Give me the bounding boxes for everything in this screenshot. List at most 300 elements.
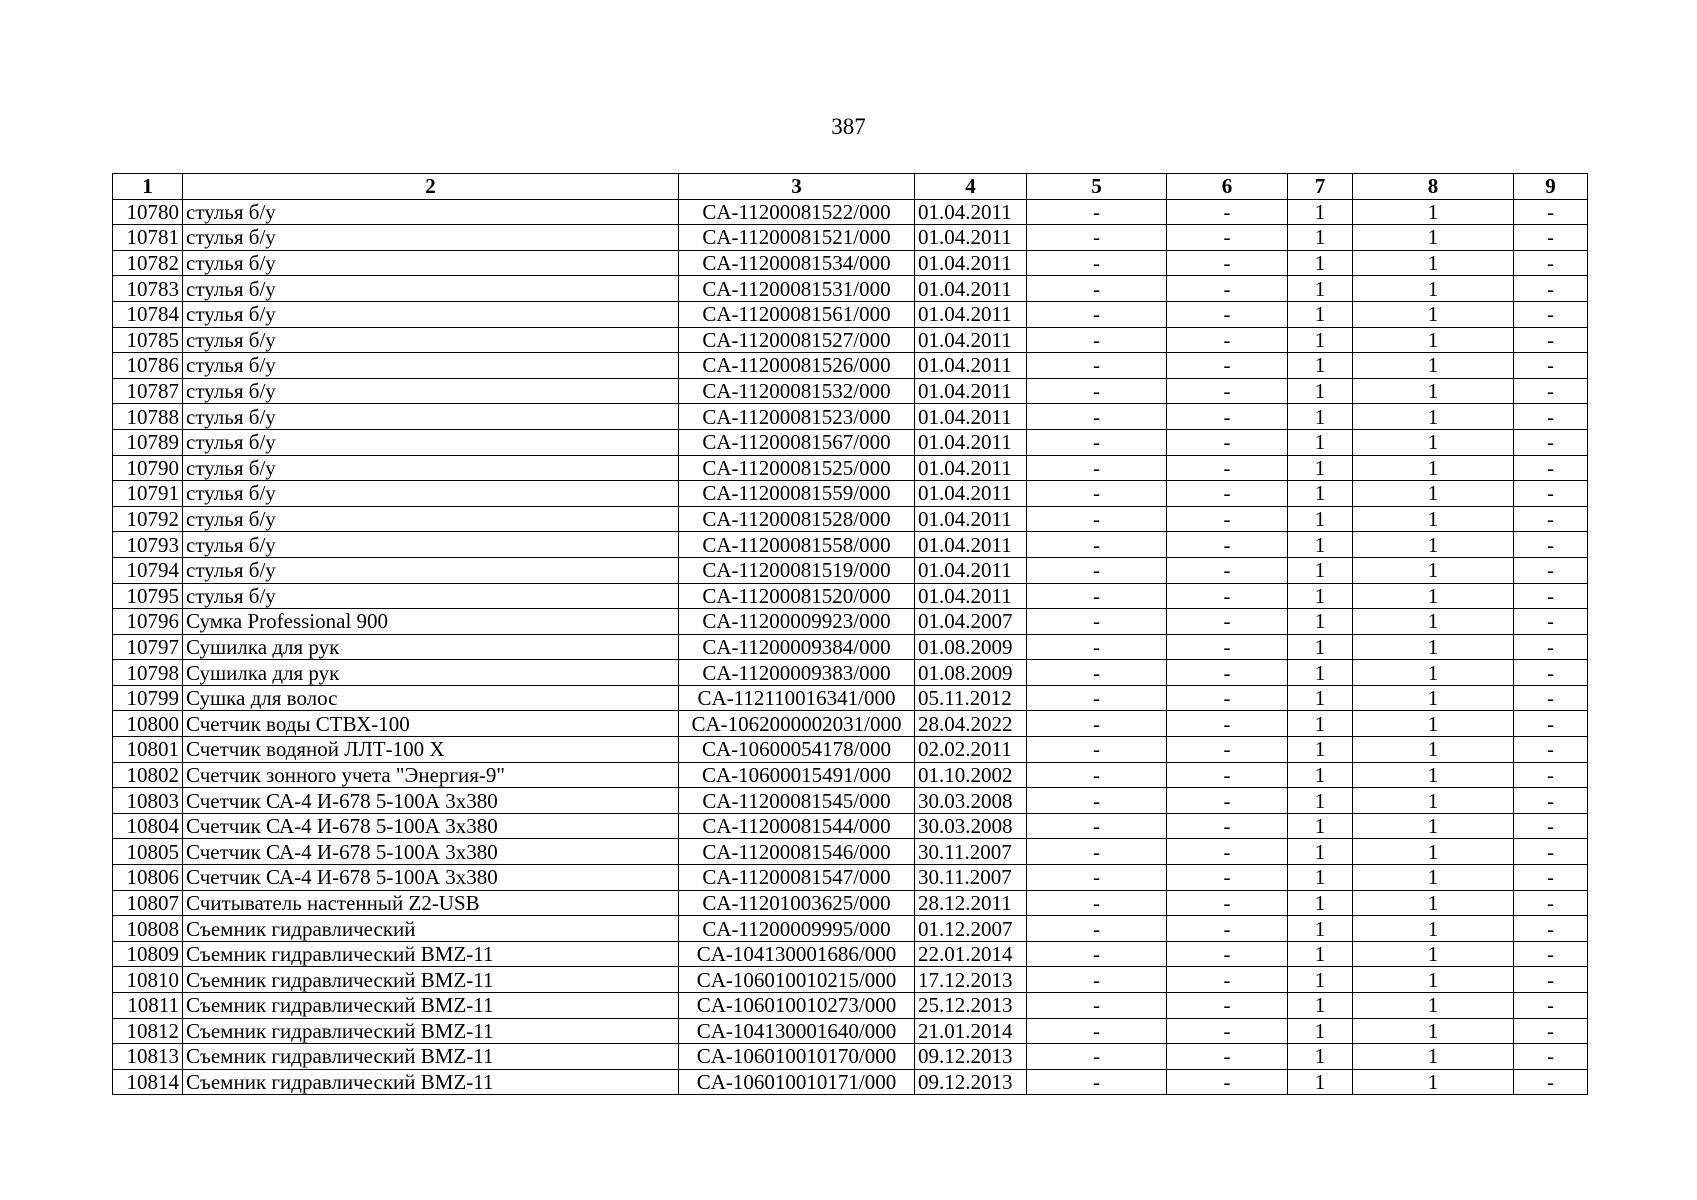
- table-row: [113, 762, 1588, 788]
- column-8-cell: 1: [1353, 327, 1514, 353]
- column-6-cell: -: [1167, 353, 1288, 379]
- column-5-cell: -: [1027, 583, 1167, 609]
- inventory-code-cell: CA-11200081559/000: [679, 481, 915, 507]
- column-8-cell: 1: [1353, 788, 1514, 814]
- column-6-cell: -: [1167, 225, 1288, 251]
- column-9-cell: -: [1514, 276, 1588, 302]
- item-name-cell: стулья б/у: [183, 225, 679, 251]
- date-cell: 01.04.2011: [915, 301, 1027, 327]
- column-9-cell: -: [1514, 890, 1588, 916]
- column-7-cell: 1: [1288, 353, 1353, 379]
- table-header: [113, 174, 1588, 200]
- column-8-cell: 1: [1353, 455, 1514, 481]
- column-6-cell: -: [1167, 788, 1288, 814]
- date-cell: 30.03.2008: [915, 788, 1027, 814]
- page-number: 387: [831, 114, 866, 139]
- column-8-cell: 1: [1353, 685, 1514, 711]
- column-5-cell: -: [1027, 839, 1167, 865]
- table-row: [113, 993, 1588, 1019]
- row-number-cell: 10797: [113, 634, 183, 660]
- item-name-cell: Съемник гидравлический: [183, 916, 679, 942]
- column-9-cell: -: [1514, 916, 1588, 942]
- column-9-cell: -: [1514, 839, 1588, 865]
- row-number-cell: 10801: [113, 737, 183, 763]
- column-9-cell: -: [1514, 1044, 1588, 1070]
- column-7-cell: 1: [1288, 378, 1353, 404]
- item-name-cell: Счетчик СА-4 И-678 5-100А 3х380: [183, 865, 679, 891]
- column-header-7: 7: [1288, 174, 1353, 200]
- column-9-cell: -: [1514, 532, 1588, 558]
- item-name-cell: стулья б/у: [183, 557, 679, 583]
- column-8-cell: 1: [1353, 199, 1514, 225]
- column-6-cell: -: [1167, 685, 1288, 711]
- column-9-cell: -: [1514, 481, 1588, 507]
- table-row: [113, 890, 1588, 916]
- date-cell: 01.04.2011: [915, 378, 1027, 404]
- column-6-cell: -: [1167, 1044, 1288, 1070]
- row-number-cell: 10783: [113, 276, 183, 302]
- column-6-cell: -: [1167, 660, 1288, 686]
- inventory-code-cell: CA-11200081534/000: [679, 250, 915, 276]
- column-5-cell: -: [1027, 199, 1167, 225]
- column-9-cell: -: [1514, 737, 1588, 763]
- row-number-cell: 10803: [113, 788, 183, 814]
- column-8-cell: 1: [1353, 276, 1514, 302]
- inventory-code-cell: CA-112110016341/000: [679, 685, 915, 711]
- column-5-cell: -: [1027, 890, 1167, 916]
- table-row: [113, 225, 1588, 251]
- column-header-2: 2: [183, 174, 679, 200]
- item-name-cell: стулья б/у: [183, 327, 679, 353]
- column-7-cell: 1: [1288, 609, 1353, 635]
- column-8-cell: 1: [1353, 301, 1514, 327]
- inventory-code-cell: CA-10600054178/000: [679, 737, 915, 763]
- column-6-cell: -: [1167, 557, 1288, 583]
- table-row: [113, 1069, 1588, 1095]
- row-number-cell: 10795: [113, 583, 183, 609]
- column-5-cell: -: [1027, 1044, 1167, 1070]
- column-header-5: 5: [1027, 174, 1167, 200]
- inventory-code-cell: CA-11200081544/000: [679, 813, 915, 839]
- column-7-cell: 1: [1288, 788, 1353, 814]
- row-number-cell: 10800: [113, 711, 183, 737]
- table-row: [113, 685, 1588, 711]
- date-cell: 25.12.2013: [915, 993, 1027, 1019]
- column-header-1: 1: [113, 174, 183, 200]
- inventory-code-cell: CA-106010010273/000: [679, 993, 915, 1019]
- column-7-cell: 1: [1288, 532, 1353, 558]
- table-row: [113, 455, 1588, 481]
- table-row: [113, 737, 1588, 763]
- item-name-cell: Съемник гидравлический BMZ-11: [183, 1044, 679, 1070]
- column-6-cell: -: [1167, 532, 1288, 558]
- column-7-cell: 1: [1288, 762, 1353, 788]
- column-header-9: 9: [1514, 174, 1588, 200]
- column-9-cell: -: [1514, 967, 1588, 993]
- column-7-cell: 1: [1288, 916, 1353, 942]
- table-body: [113, 199, 1588, 1095]
- item-name-cell: стулья б/у: [183, 455, 679, 481]
- date-cell: 09.12.2013: [915, 1069, 1027, 1095]
- date-cell: 01.12.2007: [915, 916, 1027, 942]
- table-row: [113, 404, 1588, 430]
- column-7-cell: 1: [1288, 327, 1353, 353]
- table-row: [113, 711, 1588, 737]
- table-row: [113, 1018, 1588, 1044]
- column-8-cell: 1: [1353, 762, 1514, 788]
- column-7-cell: 1: [1288, 890, 1353, 916]
- column-5-cell: -: [1027, 225, 1167, 251]
- column-9-cell: -: [1514, 865, 1588, 891]
- date-cell: 01.04.2011: [915, 276, 1027, 302]
- table-row: [113, 301, 1588, 327]
- item-name-cell: Съемник гидравлический BMZ-11: [183, 967, 679, 993]
- inventory-code-cell: CA-11200081526/000: [679, 353, 915, 379]
- inventory-code-cell: CA-11200081547/000: [679, 865, 915, 891]
- row-number-cell: 10790: [113, 455, 183, 481]
- column-8-cell: 1: [1353, 967, 1514, 993]
- column-9-cell: -: [1514, 250, 1588, 276]
- column-8-cell: 1: [1353, 481, 1514, 507]
- row-number-cell: 10791: [113, 481, 183, 507]
- table-row: [113, 1044, 1588, 1070]
- column-8-cell: 1: [1353, 813, 1514, 839]
- row-number-cell: 10810: [113, 967, 183, 993]
- column-5-cell: -: [1027, 506, 1167, 532]
- date-cell: 21.01.2014: [915, 1018, 1027, 1044]
- column-7-cell: 1: [1288, 404, 1353, 430]
- row-number-cell: 10792: [113, 506, 183, 532]
- column-6-cell: -: [1167, 276, 1288, 302]
- date-cell: 01.08.2009: [915, 634, 1027, 660]
- column-9-cell: -: [1514, 225, 1588, 251]
- item-name-cell: стулья б/у: [183, 276, 679, 302]
- column-8-cell: 1: [1353, 429, 1514, 455]
- table-row: [113, 532, 1588, 558]
- date-cell: 30.11.2007: [915, 839, 1027, 865]
- item-name-cell: стулья б/у: [183, 199, 679, 225]
- column-9-cell: -: [1514, 506, 1588, 532]
- table-row: [113, 788, 1588, 814]
- column-5-cell: -: [1027, 634, 1167, 660]
- column-8-cell: 1: [1353, 250, 1514, 276]
- column-7-cell: 1: [1288, 557, 1353, 583]
- item-name-cell: Съемник гидравлический BMZ-11: [183, 1018, 679, 1044]
- row-number-cell: 10813: [113, 1044, 183, 1070]
- row-number-cell: 10806: [113, 865, 183, 891]
- date-cell: 01.04.2011: [915, 532, 1027, 558]
- inventory-code-cell: CA-11200009384/000: [679, 634, 915, 660]
- item-name-cell: стулья б/у: [183, 506, 679, 532]
- column-8-cell: 1: [1353, 839, 1514, 865]
- row-number-cell: 10799: [113, 685, 183, 711]
- row-number-cell: 10796: [113, 609, 183, 635]
- date-cell: 28.04.2022: [915, 711, 1027, 737]
- column-8-cell: 1: [1353, 583, 1514, 609]
- row-number-cell: 10780: [113, 199, 183, 225]
- inventory-code-cell: CA-11200081519/000: [679, 557, 915, 583]
- item-name-cell: стулья б/у: [183, 353, 679, 379]
- column-5-cell: -: [1027, 685, 1167, 711]
- column-8-cell: 1: [1353, 890, 1514, 916]
- column-5-cell: -: [1027, 737, 1167, 763]
- table-row: [113, 557, 1588, 583]
- date-cell: 01.04.2011: [915, 429, 1027, 455]
- column-8-cell: 1: [1353, 1018, 1514, 1044]
- item-name-cell: Счетчик зонного учета "Энергия-9": [183, 762, 679, 788]
- column-header-4: 4: [915, 174, 1027, 200]
- inventory-code-cell: CA-106010010215/000: [679, 967, 915, 993]
- date-cell: 01.04.2011: [915, 481, 1027, 507]
- date-cell: 17.12.2013: [915, 967, 1027, 993]
- date-cell: 01.08.2009: [915, 660, 1027, 686]
- inventory-code-cell: CA-11200081558/000: [679, 532, 915, 558]
- column-5-cell: -: [1027, 711, 1167, 737]
- column-7-cell: 1: [1288, 1018, 1353, 1044]
- column-5-cell: -: [1027, 557, 1167, 583]
- item-name-cell: стулья б/у: [183, 378, 679, 404]
- date-cell: 01.04.2011: [915, 506, 1027, 532]
- column-8-cell: 1: [1353, 916, 1514, 942]
- inventory-code-cell: CA-10600015491/000: [679, 762, 915, 788]
- inventory-code-cell: CA-104130001640/000: [679, 1018, 915, 1044]
- inventory-code-cell: CA-11200081531/000: [679, 276, 915, 302]
- column-7-cell: 1: [1288, 1069, 1353, 1095]
- column-8-cell: 1: [1353, 557, 1514, 583]
- column-8-cell: 1: [1353, 941, 1514, 967]
- column-7-cell: 1: [1288, 583, 1353, 609]
- column-7-cell: 1: [1288, 839, 1353, 865]
- column-5-cell: -: [1027, 762, 1167, 788]
- table-row: [113, 813, 1588, 839]
- item-name-cell: Съемник гидравлический BMZ-11: [183, 1069, 679, 1095]
- column-6-cell: -: [1167, 634, 1288, 660]
- column-6-cell: -: [1167, 762, 1288, 788]
- column-8-cell: 1: [1353, 1069, 1514, 1095]
- date-cell: 01.04.2007: [915, 609, 1027, 635]
- date-cell: 05.11.2012: [915, 685, 1027, 711]
- table-row: [113, 250, 1588, 276]
- column-8-cell: 1: [1353, 506, 1514, 532]
- column-header-6: 6: [1167, 174, 1288, 200]
- column-8-cell: 1: [1353, 404, 1514, 430]
- column-5-cell: -: [1027, 353, 1167, 379]
- table-row: [113, 839, 1588, 865]
- column-9-cell: -: [1514, 685, 1588, 711]
- item-name-cell: Сушилка для рук: [183, 660, 679, 686]
- column-5-cell: -: [1027, 301, 1167, 327]
- inventory-code-cell: CA-11200081523/000: [679, 404, 915, 430]
- inventory-code-cell: CA-11200081546/000: [679, 839, 915, 865]
- column-6-cell: -: [1167, 378, 1288, 404]
- item-name-cell: Съемник гидравлический BMZ-11: [183, 993, 679, 1019]
- row-number-cell: 10793: [113, 532, 183, 558]
- column-9-cell: -: [1514, 609, 1588, 635]
- column-7-cell: 1: [1288, 941, 1353, 967]
- inventory-code-cell: CA-11200081527/000: [679, 327, 915, 353]
- column-7-cell: 1: [1288, 813, 1353, 839]
- column-7-cell: 1: [1288, 506, 1353, 532]
- date-cell: 22.01.2014: [915, 941, 1027, 967]
- item-name-cell: стулья б/у: [183, 404, 679, 430]
- table-row: [113, 353, 1588, 379]
- column-9-cell: -: [1514, 813, 1588, 839]
- item-name-cell: Счетчик СА-4 И-678 5-100А 3х380: [183, 839, 679, 865]
- column-header-3: 3: [679, 174, 915, 200]
- inventory-code-cell: CA-11200081567/000: [679, 429, 915, 455]
- column-8-cell: 1: [1353, 865, 1514, 891]
- inventory-code-cell: CA-106010010171/000: [679, 1069, 915, 1095]
- date-cell: 30.11.2007: [915, 865, 1027, 891]
- table-row: [113, 378, 1588, 404]
- column-8-cell: 1: [1353, 711, 1514, 737]
- column-7-cell: 1: [1288, 685, 1353, 711]
- column-9-cell: -: [1514, 557, 1588, 583]
- item-name-cell: Счетчик водяной ЛЛТ-100 Х: [183, 737, 679, 763]
- column-5-cell: -: [1027, 250, 1167, 276]
- inventory-code-cell: CA-11201003625/000: [679, 890, 915, 916]
- column-8-cell: 1: [1353, 532, 1514, 558]
- inventory-code-cell: CA-11200009383/000: [679, 660, 915, 686]
- column-7-cell: 1: [1288, 481, 1353, 507]
- column-6-cell: -: [1167, 1069, 1288, 1095]
- date-cell: 30.03.2008: [915, 813, 1027, 839]
- column-7-cell: 1: [1288, 737, 1353, 763]
- table-row: [113, 660, 1588, 686]
- date-cell: 01.04.2011: [915, 327, 1027, 353]
- item-name-cell: Сушилка для рук: [183, 634, 679, 660]
- item-name-cell: стулья б/у: [183, 429, 679, 455]
- row-number-cell: 10807: [113, 890, 183, 916]
- column-7-cell: 1: [1288, 711, 1353, 737]
- item-name-cell: Счетчик СА-4 И-678 5-100А 3х380: [183, 788, 679, 814]
- item-name-cell: стулья б/у: [183, 532, 679, 558]
- column-5-cell: -: [1027, 1069, 1167, 1095]
- column-5-cell: -: [1027, 788, 1167, 814]
- column-8-cell: 1: [1353, 737, 1514, 763]
- column-5-cell: -: [1027, 532, 1167, 558]
- column-7-cell: 1: [1288, 865, 1353, 891]
- column-7-cell: 1: [1288, 634, 1353, 660]
- column-9-cell: -: [1514, 301, 1588, 327]
- column-5-cell: -: [1027, 378, 1167, 404]
- column-6-cell: -: [1167, 865, 1288, 891]
- column-9-cell: -: [1514, 429, 1588, 455]
- column-7-cell: 1: [1288, 967, 1353, 993]
- inventory-code-cell: CA-1062000002031/000: [679, 711, 915, 737]
- item-name-cell: Сумка Professional 900: [183, 609, 679, 635]
- column-9-cell: -: [1514, 455, 1588, 481]
- date-cell: 01.04.2011: [915, 455, 1027, 481]
- column-6-cell: -: [1167, 1018, 1288, 1044]
- inventory-code-cell: CA-11200009995/000: [679, 916, 915, 942]
- table-row: [113, 916, 1588, 942]
- date-cell: 02.02.2011: [915, 737, 1027, 763]
- column-9-cell: -: [1514, 660, 1588, 686]
- column-6-cell: -: [1167, 839, 1288, 865]
- column-9-cell: -: [1514, 634, 1588, 660]
- table-row: [113, 481, 1588, 507]
- row-number-cell: 10786: [113, 353, 183, 379]
- inventory-table: [112, 173, 1588, 1095]
- row-number-cell: 10785: [113, 327, 183, 353]
- column-7-cell: 1: [1288, 455, 1353, 481]
- column-9-cell: -: [1514, 199, 1588, 225]
- column-7-cell: 1: [1288, 250, 1353, 276]
- column-5-cell: -: [1027, 429, 1167, 455]
- column-5-cell: -: [1027, 967, 1167, 993]
- column-5-cell: -: [1027, 404, 1167, 430]
- inventory-code-cell: CA-11200081520/000: [679, 583, 915, 609]
- table-row: [113, 276, 1588, 302]
- item-name-cell: Считыватель настенный Z2-USB: [183, 890, 679, 916]
- date-cell: 01.04.2011: [915, 583, 1027, 609]
- date-cell: 01.10.2002: [915, 762, 1027, 788]
- column-header-8: 8: [1353, 174, 1514, 200]
- inventory-code-cell: CA-11200081561/000: [679, 301, 915, 327]
- inventory-code-cell: CA-11200081532/000: [679, 378, 915, 404]
- column-8-cell: 1: [1353, 225, 1514, 251]
- column-5-cell: -: [1027, 941, 1167, 967]
- inventory-code-cell: CA-11200081521/000: [679, 225, 915, 251]
- column-6-cell: -: [1167, 583, 1288, 609]
- column-9-cell: -: [1514, 711, 1588, 737]
- column-5-cell: -: [1027, 1018, 1167, 1044]
- inventory-code-cell: CA-11200081525/000: [679, 455, 915, 481]
- item-name-cell: Сушка для волос: [183, 685, 679, 711]
- column-8-cell: 1: [1353, 353, 1514, 379]
- column-6-cell: -: [1167, 429, 1288, 455]
- column-7-cell: 1: [1288, 660, 1353, 686]
- column-9-cell: -: [1514, 404, 1588, 430]
- column-5-cell: -: [1027, 993, 1167, 1019]
- column-6-cell: -: [1167, 737, 1288, 763]
- column-6-cell: -: [1167, 327, 1288, 353]
- row-number-cell: 10784: [113, 301, 183, 327]
- item-name-cell: стулья б/у: [183, 583, 679, 609]
- column-6-cell: -: [1167, 404, 1288, 430]
- date-cell: 01.04.2011: [915, 557, 1027, 583]
- row-number-cell: 10809: [113, 941, 183, 967]
- inventory-code-cell: CA-104130001686/000: [679, 941, 915, 967]
- row-number-cell: 10812: [113, 1018, 183, 1044]
- header-row: [113, 174, 1588, 200]
- column-9-cell: -: [1514, 378, 1588, 404]
- row-number-cell: 10782: [113, 250, 183, 276]
- item-name-cell: Счетчик воды СТВХ-100: [183, 711, 679, 737]
- item-name-cell: стулья б/у: [183, 481, 679, 507]
- date-cell: 01.04.2011: [915, 199, 1027, 225]
- column-6-cell: -: [1167, 711, 1288, 737]
- column-8-cell: 1: [1353, 634, 1514, 660]
- column-6-cell: -: [1167, 916, 1288, 942]
- row-number-cell: 10787: [113, 378, 183, 404]
- column-7-cell: 1: [1288, 301, 1353, 327]
- table-row: [113, 199, 1588, 225]
- table-row: [113, 941, 1588, 967]
- table-row: [113, 634, 1588, 660]
- column-5-cell: -: [1027, 916, 1167, 942]
- table-row: [113, 429, 1588, 455]
- column-9-cell: -: [1514, 762, 1588, 788]
- row-number-cell: 10814: [113, 1069, 183, 1095]
- column-6-cell: -: [1167, 481, 1288, 507]
- column-8-cell: 1: [1353, 378, 1514, 404]
- column-9-cell: -: [1514, 993, 1588, 1019]
- inventory-code-cell: CA-106010010170/000: [679, 1044, 915, 1070]
- item-name-cell: стулья б/у: [183, 250, 679, 276]
- date-cell: 09.12.2013: [915, 1044, 1027, 1070]
